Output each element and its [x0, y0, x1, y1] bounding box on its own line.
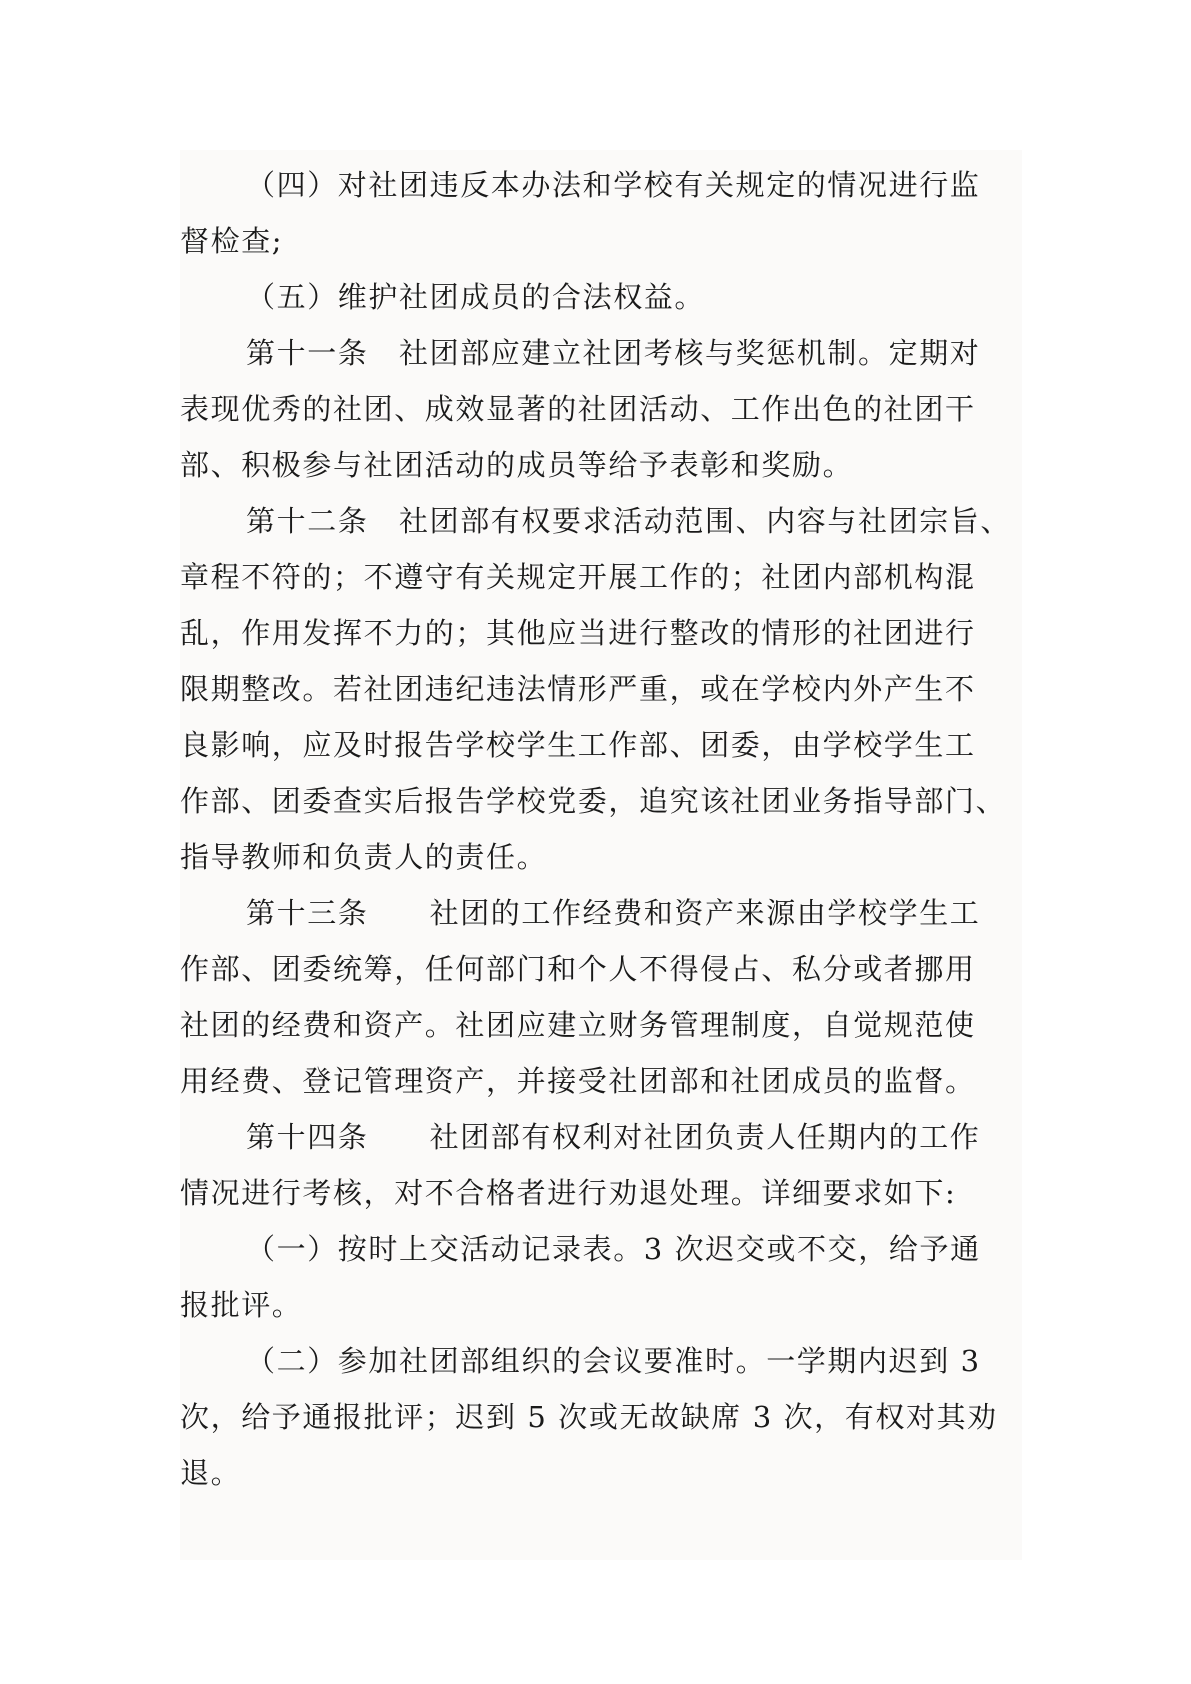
text-line-1: （四）对社团违反本办法和学校有关规定的情况进行监 [246, 168, 981, 202]
text-line-3: （五）维护社团成员的合法权益。 [246, 280, 706, 314]
text-line-21: 报批评。 [180, 1288, 303, 1322]
article-11-heading-line: 第十一条 社团部应建立社团考核与奖惩机制。定期对 [246, 336, 981, 370]
text-line-17: 用经费、登记管理资产，并接受社团部和社团成员的监督。 [180, 1064, 976, 1098]
text-line-9: 乱，作用发挥不力的；其他应当进行整改的情形的社团进行 [180, 616, 976, 650]
text-line-11: 良影响，应及时报告学校学生工作部、团委，由学校学生工 [180, 728, 976, 762]
text-line-24: 退。 [180, 1456, 242, 1490]
text-line-16: 社团的经费和资产。社团应建立财务管理制度，自觉规范使 [180, 1008, 976, 1042]
text-line-19: 情况进行考核，对不合格者进行劝退处理。详细要求如下: [180, 1176, 957, 1210]
article-14-heading-line: 第十四条 社团部有权利对社团负责人任期内的工作 [246, 1120, 981, 1154]
text-line-5: 表现优秀的社团、成效显著的社团活动、工作出色的社团干 [180, 392, 976, 426]
text-line-13: 指导教师和负责人的责任。 [180, 840, 548, 874]
text-line-20: （一）按时上交活动记录表。3 次迟交或不交，给予通 [246, 1232, 981, 1266]
text-line-8: 章程不符的；不遵守有关规定开展工作的；社团内部机构混 [180, 560, 976, 594]
text-line-23: 次，给予通报批评；迟到 5 次或无故缺席 3 次，有权对其劝 [180, 1400, 998, 1434]
text-line-15: 作部、团委统筹，任何部门和个人不得侵占、私分或者挪用 [180, 952, 976, 986]
document-page [180, 150, 1022, 1560]
text-line-12: 作部、团委查实后报告学校党委，追究该社团业务指导部门、 [180, 784, 1007, 818]
article-13-heading-line: 第十三条 社团的工作经费和资产来源由学校学生工 [246, 896, 981, 930]
text-line-10: 限期整改。若社团违纪违法情形严重，或在学校内外产生不 [180, 672, 976, 706]
text-line-2: 督检查; [180, 224, 284, 258]
text-line-6: 部、积极参与社团活动的成员等给予表彰和奖励。 [180, 448, 854, 482]
article-12-heading-line: 第十二条 社团部有权要求活动范围、内容与社团宗旨、 [246, 504, 1012, 538]
text-line-22: （二）参加社团部组织的会议要准时。一学期内迟到 3 [246, 1344, 981, 1378]
